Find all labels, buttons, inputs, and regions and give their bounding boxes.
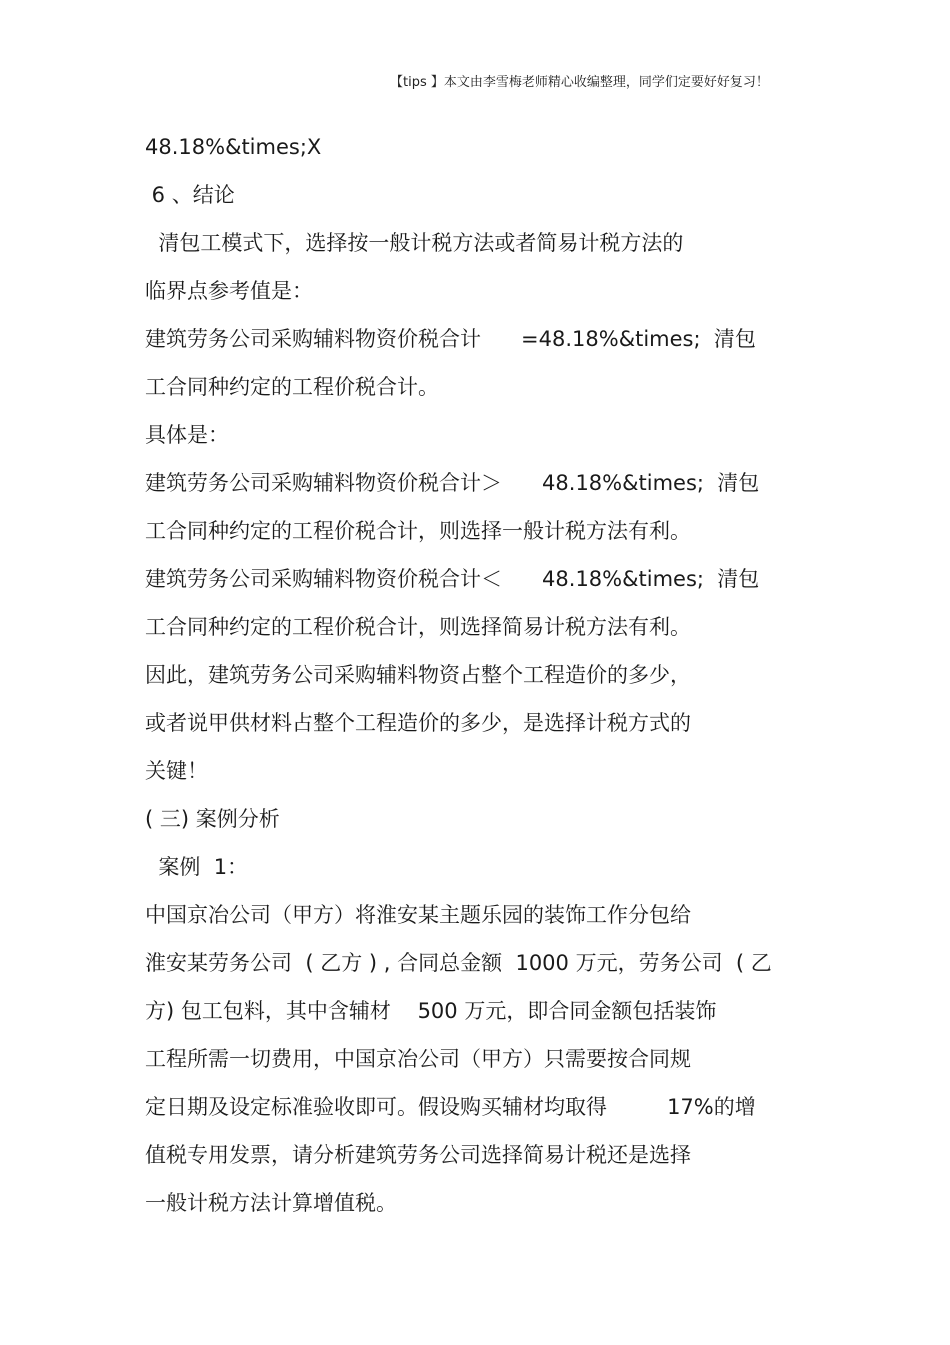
text-line: 值税专用发票，请分析建筑劳务公司选择简易计税还是选择 — [145, 1143, 691, 1167]
header-tips: 【tips 】本文由李雪梅老师精心收编整理，同学们定要好好复习！ — [390, 75, 769, 90]
text-line: 工合同种约定的工程价税合计，则选择一般计税方法有利。 — [145, 519, 691, 543]
text-line: 清包工模式下，选择按一般计税方法或者简易计税方法的 — [145, 231, 684, 255]
text-line: 因此，建筑劳务公司采购辅料物资占整个工程造价的多少， — [145, 663, 691, 687]
text-line: 工合同种约定的工程价税合计。 — [145, 375, 439, 399]
text-line: 关键！ — [145, 759, 208, 783]
text-line: 建筑劳务公司采购辅料物资价税合计＞ 48.18%&times; 清包 — [145, 471, 760, 495]
text-line: 48.18%&times;X — [145, 135, 322, 159]
text-line: 建筑劳务公司采购辅料物资价税合计＜ 48.18%&times; 清包 — [145, 567, 760, 591]
text-line: 定日期及设定标准验收即可。假设购买辅材均取得 17%的增 — [145, 1095, 756, 1119]
text-line: 中国京冶公司（甲方）将淮安某主题乐园的装饰工作分包给 — [145, 903, 691, 927]
text-line: 临界点参考值是： — [145, 279, 313, 303]
text-line: 一般计税方法计算增值税。 — [145, 1191, 397, 1215]
text-line: 或者说甲供材料占整个工程造价的多少，是选择计税方式的 — [145, 711, 691, 735]
text-line: 具体是： — [145, 423, 229, 447]
case-heading: 案例 1： — [145, 855, 249, 879]
section-heading: ( 三) 案例分析 — [145, 807, 280, 831]
text-line: 方) 包工包料，其中含辅材 500 万元，即合同金额包括装饰 — [145, 999, 717, 1023]
section-heading: 6 、结论 — [145, 183, 235, 207]
text-line: 建筑劳务公司采购辅料物资价税合计 =48.18%&times; 清包 — [145, 327, 756, 351]
text-line: 工程所需一切费用，中国京冶公司（甲方）只需要按合同规 — [145, 1047, 691, 1071]
text-line: 工合同种约定的工程价税合计，则选择简易计税方法有利。 — [145, 615, 691, 639]
text-line: 淮安某劳务公司 ( 乙方 ) , 合同总金额 1000 万元，劳务公司 ( 乙 — [145, 951, 772, 975]
